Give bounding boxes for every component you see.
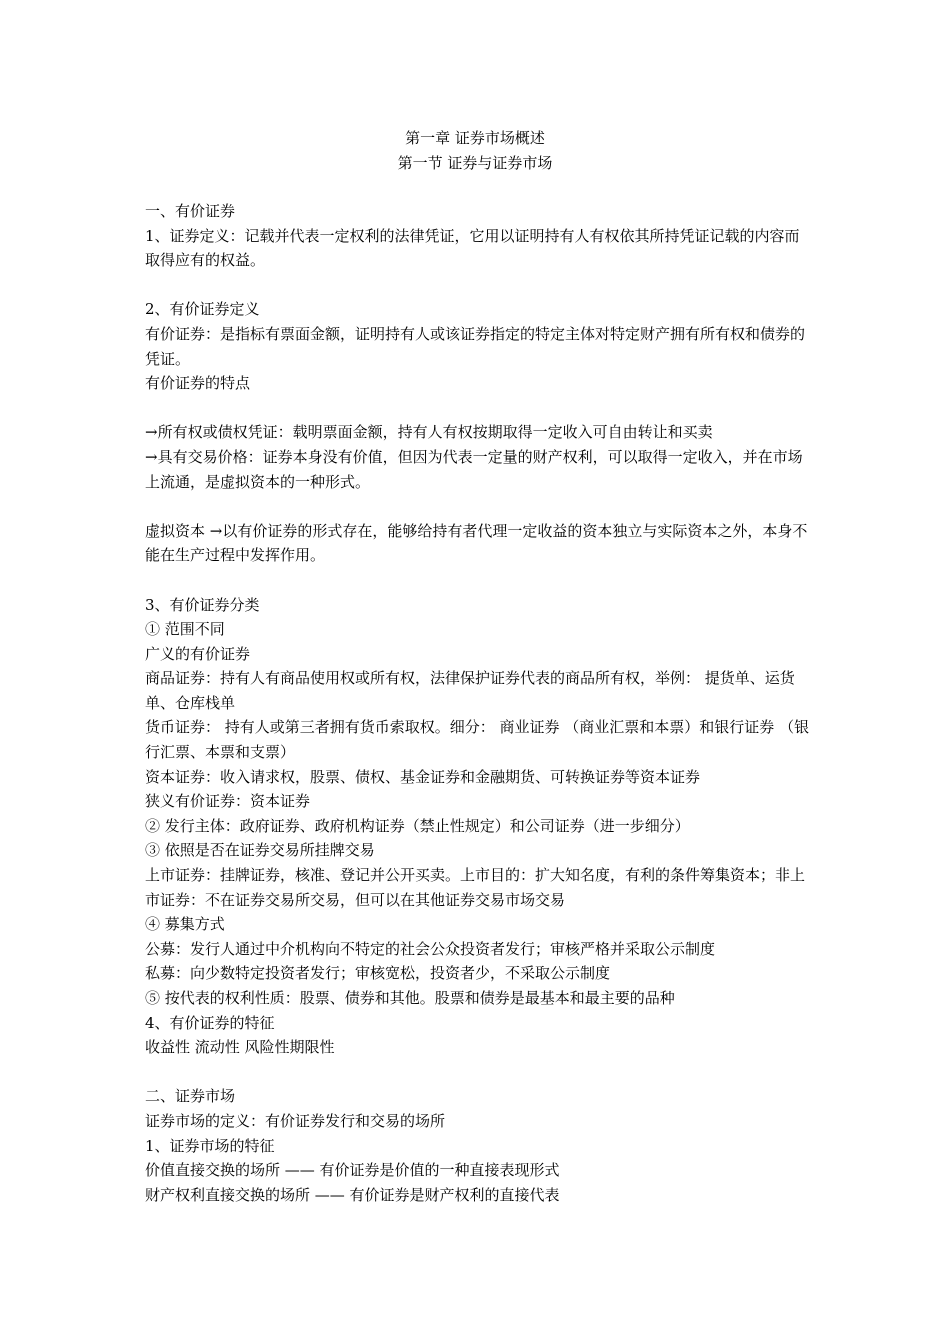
chapter-title: 第一章 证券市场概述	[405, 129, 545, 147]
section-title: 第一节 证券与证券市场	[397, 154, 553, 172]
text-line: 狭义有价证券：资本证券	[145, 792, 311, 811]
text-line: ③ 依照是否在证券交易所挂牌交易	[145, 841, 375, 860]
text-line: 财产权利直接交换的场所 —— 有价证券是财产权利的直接代表	[145, 1185, 560, 1204]
text-line: 一、有价证券	[145, 202, 236, 220]
text-line: 1、证券定义：记载并代表一定权利的法律凭证，它用以证明持有人有权依其所持凭证记载的内容而取得应有的权益。	[145, 226, 800, 270]
text-line: 虚拟资本 →以有价证券的形式存在，能够给持有者代理一定收益的资本独立与实际资本之外，本身不能在生产过程中发挥作用。	[145, 521, 808, 565]
text-line: 3、有价证券分类	[145, 595, 260, 614]
text-line: 2、有价证券定义	[145, 300, 260, 319]
blank-line	[145, 568, 810, 593]
blank-line	[145, 494, 810, 519]
text-line: 有价证券：是指标有票面金额，证明持有人或该证券指定的特定主体对特定财产拥有所有权和债券的凭证。	[145, 324, 806, 368]
text-line: 有价证券的特点	[145, 374, 251, 393]
text-line: 1、证券市场的特征	[145, 1136, 275, 1155]
text-line: 上市证券：挂牌证券，核准、登记并公开买卖。上市目的：扩大知名度，有利的条件筹集资本；非上市证券：不在证券交易所交易，但可以在其他证券交易市场交易	[145, 866, 806, 909]
blank-line	[145, 1060, 810, 1085]
text-line: →具有交易价格：证券本身没有价值，但因为代表一定量的财产权利，可以取得一定收入，并在市场上流通，是虚拟资本的一种形式。	[145, 447, 803, 491]
text-line: 证券市场的定义：有价证券发行和交易的场所	[145, 1111, 446, 1130]
text-line: 收益性 流动性 风险性期限性	[145, 1038, 335, 1057]
text-line: 货币证券： 持有人或第三者拥有货币索取权。细分： 商业证券 （商业汇票和本票）和银行证券 （银行汇票、本票和支票）	[145, 718, 810, 762]
text-line: 二、证券市场	[145, 1087, 236, 1106]
document-body	[145, 199, 810, 1207]
text-line: 私募：向少数特定投资者发行；审核宽松，投资者少，不采取公示制度	[145, 964, 611, 983]
text-line: ④ 募集方式	[145, 915, 225, 934]
text-line: 4、有价证券的特征	[145, 1013, 275, 1032]
text-line: ⑤ 按代表的权利性质：股票、债券和其他。股票和债券是最基本和最主要的品种	[145, 989, 675, 1007]
text-line: 商品证券：持有人有商品使用权或所有权，法律保护证券代表的商品所有权，举例： 提货单、运货单、仓库栈单	[145, 669, 795, 712]
blank-line	[145, 273, 810, 298]
text-line: ② 发行主体：政府证券、政府机构证券（禁止性规定）和公司证券（进一步细分）	[145, 816, 690, 835]
text-line: 广义的有价证券	[145, 644, 251, 663]
text-line: ① 范围不同	[145, 620, 225, 639]
text-line: →所有权或债权凭证：载明票面金额，持有人有权按期取得一定收入可自由转让和买卖	[145, 423, 713, 442]
blank-line	[145, 396, 810, 421]
text-line: 资本证券：收入请求权，股票、债权、基金证券和金融期货、可转换证券等资本证券	[145, 767, 701, 786]
text-line: 价值直接交换的场所 —— 有价证券是价值的一种直接表现形式	[145, 1161, 560, 1180]
text-line: 公募：发行人通过中介机构向不特定的社会公众投资者发行；审核严格并采取公示制度	[145, 939, 716, 958]
